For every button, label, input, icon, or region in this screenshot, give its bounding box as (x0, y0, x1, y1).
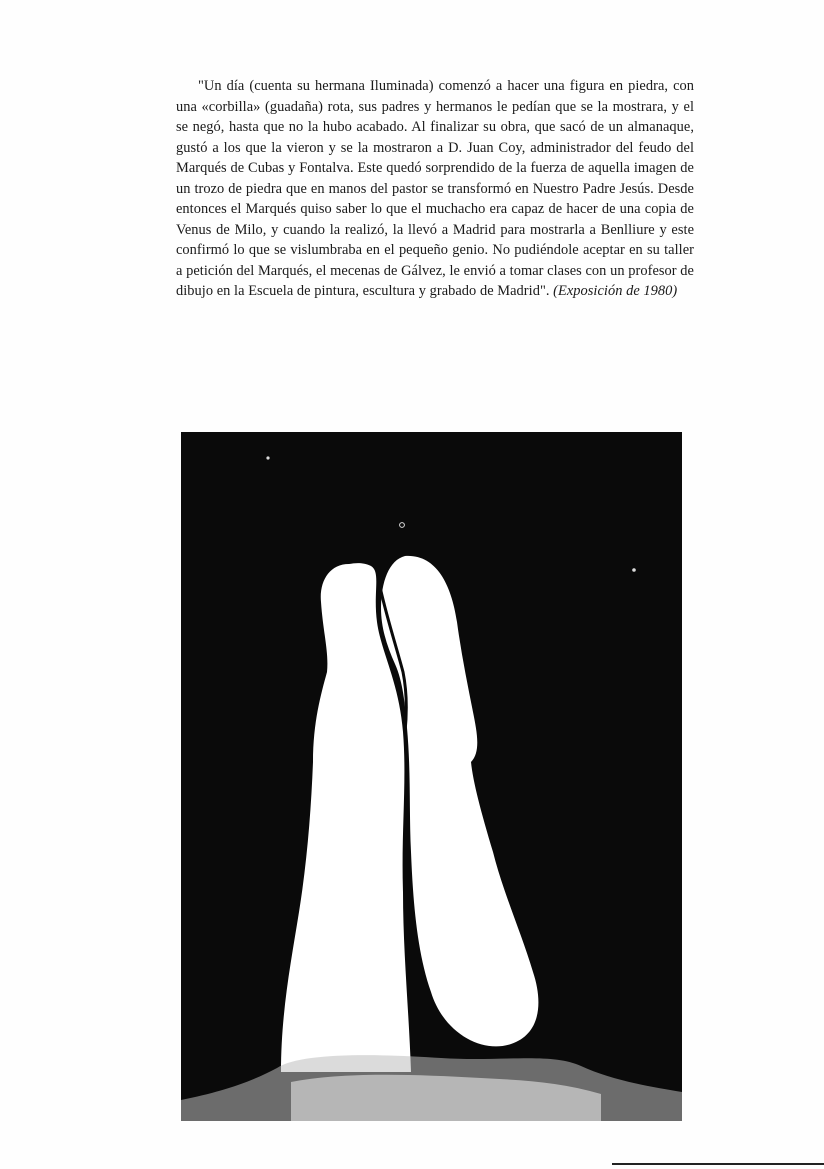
sculpture-figure-image (181, 432, 682, 1121)
paragraph (176, 76, 694, 302)
page-edge-rule (612, 1163, 824, 1165)
paragraph-text: "Un día (cuenta su hermana Iluminada) comenzó a hacer una figura en piedra, con una «corbilla» (guadaña) rota, sus padres y hermanos le pedían que se la mostrara, y el se negó, hasta que no la hubo acabado. Al finalizar su obra, que sacó de un almanaque, gustó a los que la vieron y se la mostraron a D. Juan Coy, administrador del feudo del Marqués de Cubas y Fontalva. Este quedó sorprendido de la fuerza de aquella imagen de un trozo de piedra que en manos del pastor se transformó en Nuestro Padre Jesús. Desde entonces el Marqués quiso saber lo que el muchacho era capaz de hacer de una copia de Venus de Milo, y cuando la realizó, la llevó a Madrid para mostrarla a Benlliure y este confirmó lo que se vislumbraba en el pequeño genio. No pudiéndole aceptar en su taller a petición del Marqués, el mecenas de Gálvez, le envió a tomar clases con un profesor de dibujo en la Escuela de pintura, escultura y grabado de Madrid". (176, 78, 694, 299)
citation: (Exposición de 1980) (553, 283, 678, 299)
sculpture-photograph (181, 432, 682, 1121)
quotation-paragraph (176, 76, 694, 302)
